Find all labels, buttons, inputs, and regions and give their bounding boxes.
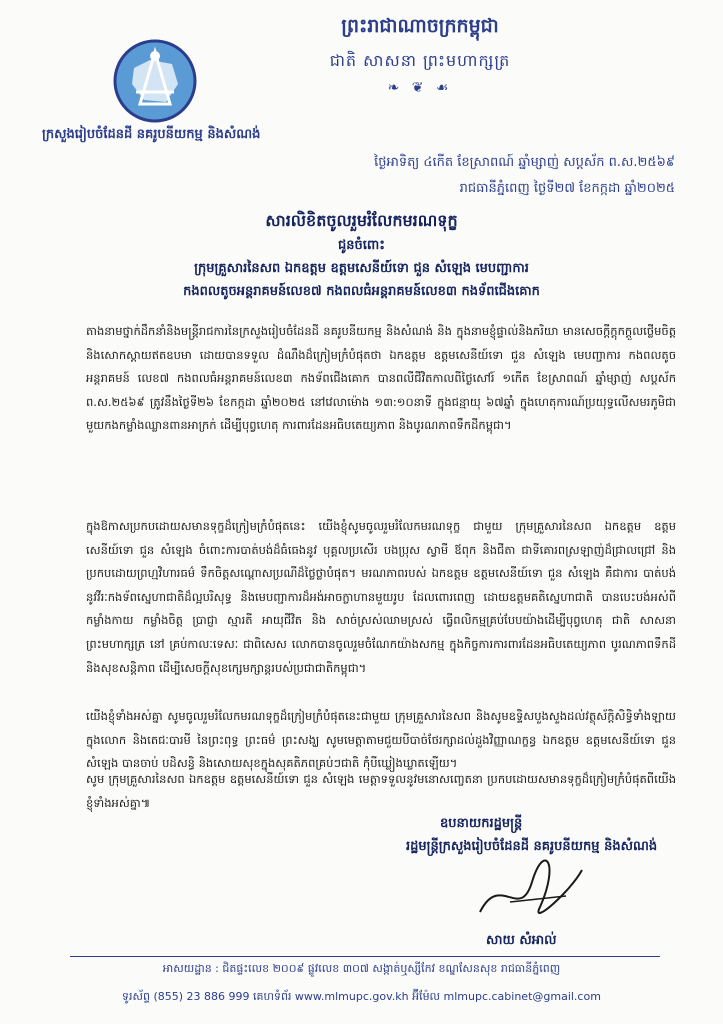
- footer-contact: ទូរស័ព្ទ (855) 23 886 999 គេហទំព័រ www.mlmupc.gov.kh អ៊ីម៉ែល mlmupc.cabinet@gmail.com: [122, 990, 601, 1003]
- letter-addressee-label: ជូនចំពោះ: [338, 238, 385, 253]
- letter-recipient-line1: ក្រុមគ្រួសារនៃសព ឯកឧត្តម ឧត្តមសេនីយ៍ទោ ជួន សំឡេង មេបញ្ជាការ: [194, 261, 529, 276]
- national-motto: ជាតិ សាសនា ព្រះមហាក្សត្រ: [329, 51, 511, 70]
- date-solar: រាជធានីភ្នំពេញ ថ្ងៃទី២៧ ខែកក្កដា ឆ្នាំ២០២៥: [459, 181, 675, 196]
- ministry-seal-logo: [112, 38, 198, 124]
- body-paragraph-2: ក្នុងឱកាសប្រកបដោយសមានទុក្ខដ៏ក្រៀមក្រំបំផុតនេះ យើងខ្ញុំសូមចូលរួមរំលែកមរណទុក្ខ ជាមួយ ក្រុមគ្រួសារនៃសព ឯកឧត្តម ឧត្តមសេនីយ៍ទោ ជួន សំឡេង ចំពោះការបាត់បង់ដ៏ធំធេងនូវ បុគ្គលប្រសើរ បងប្រុស ស្វាមី ឪពុក និងជីតា ជាទីគោរពស្រឡាញ់ដ៏ជ្រាលជ្រៅ និងប្រកបដោយព្រហ្មវិហារធម៌ ទឹកចិត្តសណ្តោសប្រណីដ៏ថ្លៃថ្លាបំផុត។ មរណភាពរបស់ ឯកឧត្តម ឧត្តមសេនីយ៍ទោ ជួន សំឡេង គឺជាការ បាត់បង់នូវវីរៈកងទ័ពស្នេហាជាតិដ៏ល្អបរិសុទ្ធ និងមេបញ្ជាការដ៏អង់អាចក្លាហានមួយរូប ដែលពោរពេញ ដោយឧត្តមគតិស្នេហាជាតិ បានបេះបង់អស់ពីកម្លាំងកាយ កម្លាំងចិត្ត ប្រាជ្ញា ស្មារតី អាយុជីវិត និង សាច់ស្រស់ឈាមស្រស់ ធ្វើពលិកម្មគ្រប់បែបយ៉ាងដើម្បីបុព្វហេតុ ជាតិ សាសនា ព្រះមហាក្សត្រ នៅ គ្រប់កាលៈទេសៈ ជាពិសេស លោកបានចូលរួមចំណែកយ៉ាងសកម្ម ក្នុងកិច្ចការការពារដែនអធិបតេយ្យភាព បូរណភាពទឹកដី និងសុខសន្តិភាព ដើម្បីសេចក្តីសុខក្សេមក្សាន្តរបស់ប្រជាជាតិកម្ពុជា។: [86, 519, 676, 675]
- signatory-title-2: រដ្ឋមន្ត្រីក្រសួងរៀបចំដែនដី នគរូបនីយកម្ម និងសំណង់: [406, 839, 658, 854]
- body-paragraph-1: តាងនាមថ្នាក់ដឹកនាំនិងមន្ត្រីរាជការនៃក្រសួងរៀបចំដែនដី នគរូបនីយកម្ម និងសំណង់ និង ក្នុងនាមខ្ញុំផ្ទាល់និងភរិយា មានសេចក្តីក្តុកក្តួលថ្លើមចិត្ត និងសោកស្តាយឥតឧបមា ដោយបានទទួល ដំណឹងដ៏ក្រៀមក្រំបំផុតថា ឯកឧត្តម ឧត្តមសេនីយ៍ទោ ជួន សំឡេង មេបញ្ជាការ កងពលតូចអន្តរាគមន៍ លេខ៧ កងពលធំអន្តរាគមន៍លេខ៣ កងទ័ពជើងគោក បានពលីជីវិតកាលពីថ្ងៃសៅរ៍ ១កើត ខែស្រាពណ៍ ឆ្នាំម្សាញ់ សប្តស័ក ព.ស.២៥៦៩ ត្រូវនឹងថ្ងៃទី២៦ ខែកក្កដា ឆ្នាំ២០២៥ នៅវេលាម៉ោង ១៣:១០នាទី ក្នុងជន្មាយុ ៦៧ឆ្នាំ ក្នុងហេតុការណ៍ប្រយុទ្ធលើសមរភូមិជាមួយកងកម្លាំងឈ្លានពានអាក្រក់ ដើម្បីបុព្វហេតុ ការពារដែនអធិបតេយ្យភាព និងបូរណភាពទឹកដីកម្ពុជា។: [86, 324, 676, 433]
- signatory-title-1: ឧបនាយករដ្ឋមន្ត្រី: [440, 816, 523, 831]
- ornament-divider: ❧ ❦ ☙: [387, 80, 453, 96]
- letter-title: សារលិខិតចូលរួមរំលែកមរណទុក្ខ: [265, 211, 458, 230]
- footer-divider: [70, 956, 660, 957]
- ministry-name: ក្រសួងរៀបចំដែនដី នគរូបនីយកម្ម និងសំណង់: [42, 127, 261, 142]
- body-paragraph-4: សូម ក្រុមគ្រួសារនៃសព ឯកឧត្តម ឧត្តមសេនីយ៍ទោ ជួន សំឡេង មេត្តាទទួលនូវមនោសញ្ចេតនា ប្រកបដោយសមានទុក្ខដ៏ក្រៀមក្រំបំផុតពីយើងខ្ញុំទាំងអស់គ្នា៕: [86, 772, 676, 810]
- kingdom-name: ព្រះរាជាណាចក្រកម្ពុជា: [341, 15, 499, 37]
- body-paragraph-3: យើងខ្ញុំទាំងអស់គ្នា សូមចូលរួមរំលែកមរណទុក្ខដ៏ក្រៀមក្រំបំផុតនេះជាមួយ ក្រុមគ្រួសារនៃសព និងសូមឧទ្ទិសបួងសួងដល់វត្ថុស័ក្តិសិទ្ធិទាំងឡាយក្នុងលោក និងតេជៈបារមី នៃព្រះពុទ្ធ ព្រះធម៌ ព្រះសង្ឃ សូមមេត្តាតាមជួយបីបាច់ថែរក្សាដល់ដួងវិញ្ញាណក្ខន្ធ ឯកឧត្តម ឧត្តមសេនីយ៍ទោ ជួន សំឡេង បានចាប់ បដិសន្ធិ និងសោយសុខក្នុងសុគតិភពគ្រប់ៗជាតិ កុំបីឃ្លៀងឃ្លាតឡើយ។: [86, 709, 676, 771]
- footer-address: អាសយដ្ឋាន : ជិតផ្ទះលេខ ២០០៩ ផ្លូវលេខ ៣០៧ សង្កាត់ឬស្សីកែវ ខណ្ឌសែនសុខ រាជធានីភ្នំពេញ: [162, 962, 561, 975]
- kingdom-header: [250, 14, 590, 96]
- date-lunar: ថ្ងៃអាទិត្យ ៤កើត ខែស្រាពណ៍ ឆ្នាំម្សាញ់ សប្តស័ក ព.ស.២៥៦៩: [374, 155, 675, 170]
- handwritten-signature: [470, 852, 590, 932]
- letter-recipient-line2: កងពលតូចអន្តរាគមន៍លេខ៧ កងពលធំអន្តរាគមន៍លេខ៣ កងទ័ពជើងគោក: [183, 284, 540, 299]
- letter-date: [374, 150, 675, 202]
- signatory-name: សាយ សំអាល់: [486, 933, 557, 948]
